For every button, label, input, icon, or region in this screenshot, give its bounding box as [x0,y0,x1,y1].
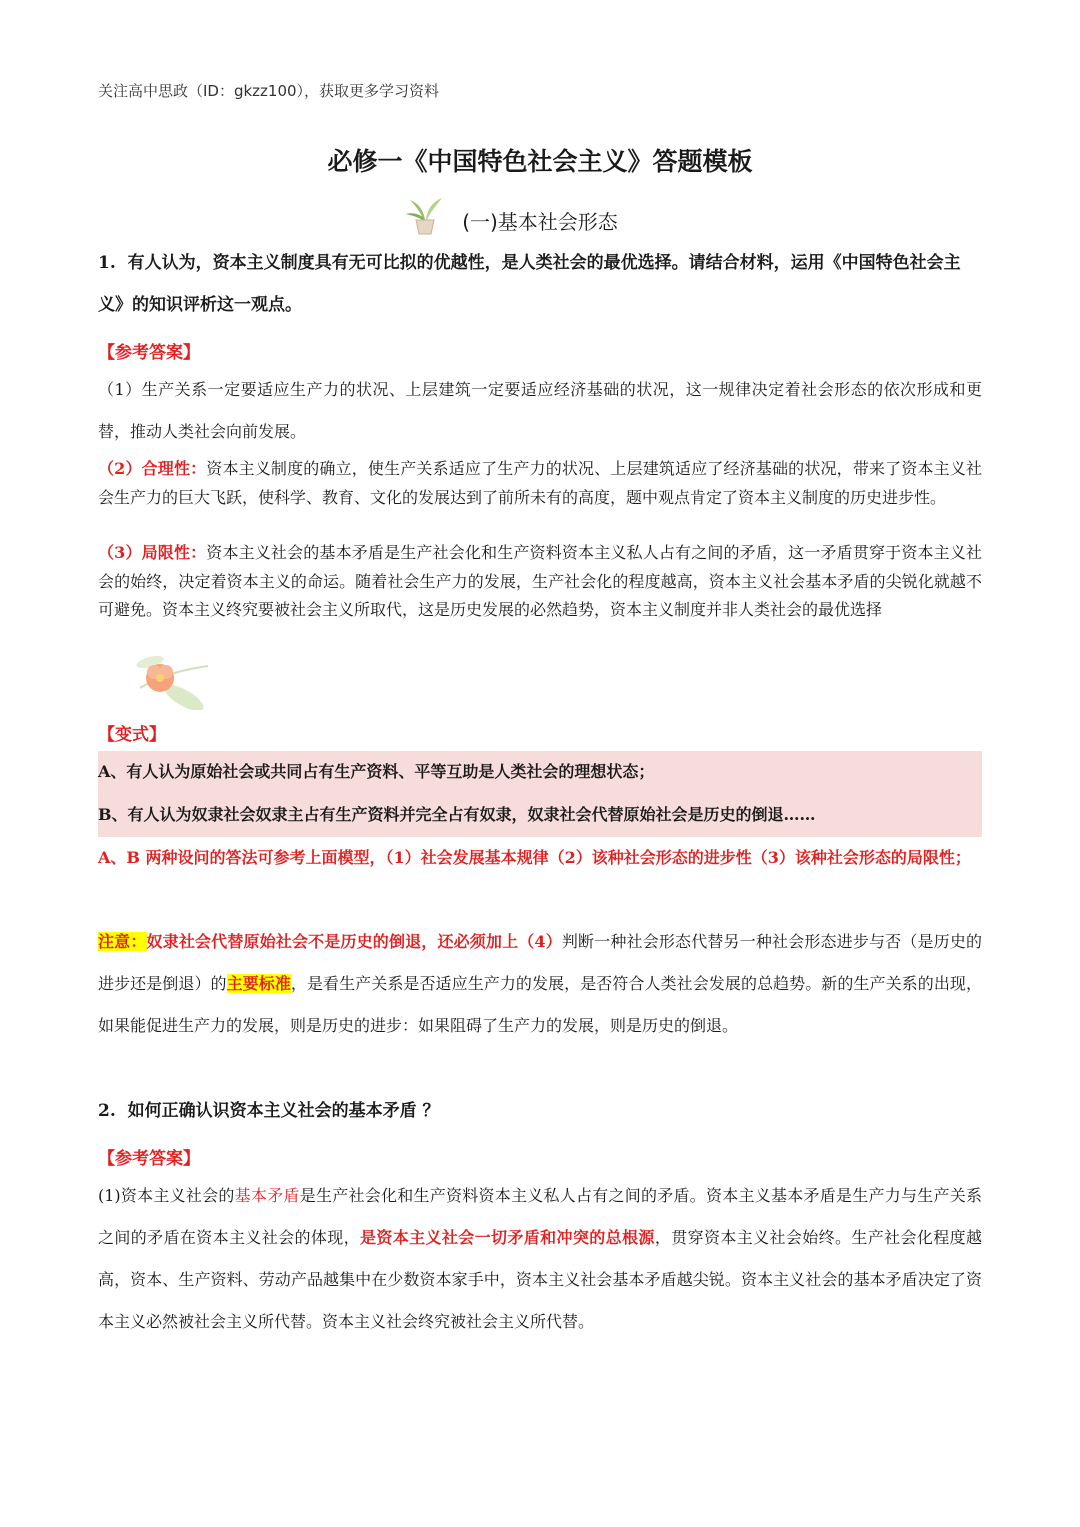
flower-decoration-icon [120,648,212,710]
variant-item-b: B、有人认为奴隶社会奴隶主占有生产资料并完全占有奴隶，奴隶社会代替原始社会是历史的倒退…… [98,805,816,824]
attention-note [98,921,982,1047]
variant-item-a: A、有人认为原始社会或共同占有生产资料、平等互助是人类社会的理想状态； [98,762,655,781]
section-title: (一)基本社会形态 [462,210,618,234]
answer-red-emphasis: 是资本主义社会一切矛盾和冲突的总根源 [360,1228,655,1247]
answer-red-term: 基本矛盾 [234,1186,300,1205]
answer-point-2 [98,455,982,512]
answer-q2 [98,1175,982,1343]
question-2 [98,1090,982,1132]
point-label: （2）合理性： [98,459,207,478]
attention-red-text: 奴隶社会代替原始社会不是历史的倒退，还必须加上（4） [146,932,562,951]
point-text: 资本主义社会的基本矛盾是生产社会化和生产资料资本主义私人占有之间的矛盾，这一矛盾贯穿于资本主义社会的始终，决定着资本主义的命运。随着社会生产力的发展，生产社会化的程度越高，资本主义社会基本矛盾的尖锐化就越不可避免。资本主义终究要被社会主义所取代，这是历史发展的必然趋势，资本主义制度并非人类社会的最优选择 [98,543,982,619]
answer-tag: 【参考答案】 [98,343,200,363]
attention-text-continued: ，是看生产关系是否适应生产力的发展，是否符合人类社会发展的总趋势。新的生产关系的出现，如果能促进生产力的发展，则是历史的进步：如果阻碍了生产力的发展，则是历史的倒退。 [98,974,982,1035]
answer-point-1: （1）生产关系一定要适应生产力的状况、上层建筑一定要适应经济基础的状况，这一规律决定着社会形态的依次形成和更替，推动人类社会向前发展。 [98,380,982,441]
document-title: 必修一《中国特色社会主义》答题模板 [327,147,753,176]
attention-label: 注意： [98,932,147,951]
point-text: 资本主义制度的确立，使生产关系适应了生产力的状况、上层建筑适应了经济基础的状况，带来了资本主义社会生产力的巨大飞跃，使科学、教育、文化的发展达到了前所未有的高度，题中观点肯定了资本主义制度的历史进步性。 [98,459,982,507]
variant-tag: 【变式】 [98,725,166,745]
answer-text: ，贯穿资本主义社会始终。生产社会化程度越高，资本、生产资料、劳动产品越集中在少数资本家手中，资本主义社会基本矛盾越尖锐。资本主义社会的基本矛盾决定了资本主义必然被社会主义所代替。资本主义社会终究被社会主义所代替。 [98,1228,982,1331]
variant-answer-note: A、B 两种设问的答法可参考上面模型，（1）社会发展基本规律（2）该种社会形态的进步性（3）该种社会形态的局限性； [98,848,971,867]
answer-text: 是生产社会化和生产资料资本主义私人占有之间的矛盾。资本主义基本矛盾是生产力与生产关系之间的矛盾在资本主义社会的体现， [98,1186,982,1247]
attention-highlight: 主要标准 [226,974,291,993]
page-header: 关注高中思政（ID：gkzz100），获取更多学习资料 [98,82,440,100]
question-number: 1. [98,253,116,273]
point-label: （3）局限性： [98,543,207,562]
attention-text: 判断一种社会形态代替另一种社会形态进步与否（是历史的进步还是倒退）的 [98,932,982,993]
answer-point-3 [98,539,982,625]
question-1 [98,242,982,326]
answer-text: (1)资本主义社会的 [98,1186,235,1205]
question-text: 如何正确认识资本主义社会的基本矛盾 ？ [127,1101,440,1121]
question-number: 2. [98,1101,116,1121]
question-text: 有人认为，资本主义制度具有无可比拟的优越性，是人类社会的最优选择。请结合材料，运用《中国特色社会主义》的知识评析这一观点。 [98,253,961,315]
answer-tag: 【参考答案】 [98,1149,200,1169]
